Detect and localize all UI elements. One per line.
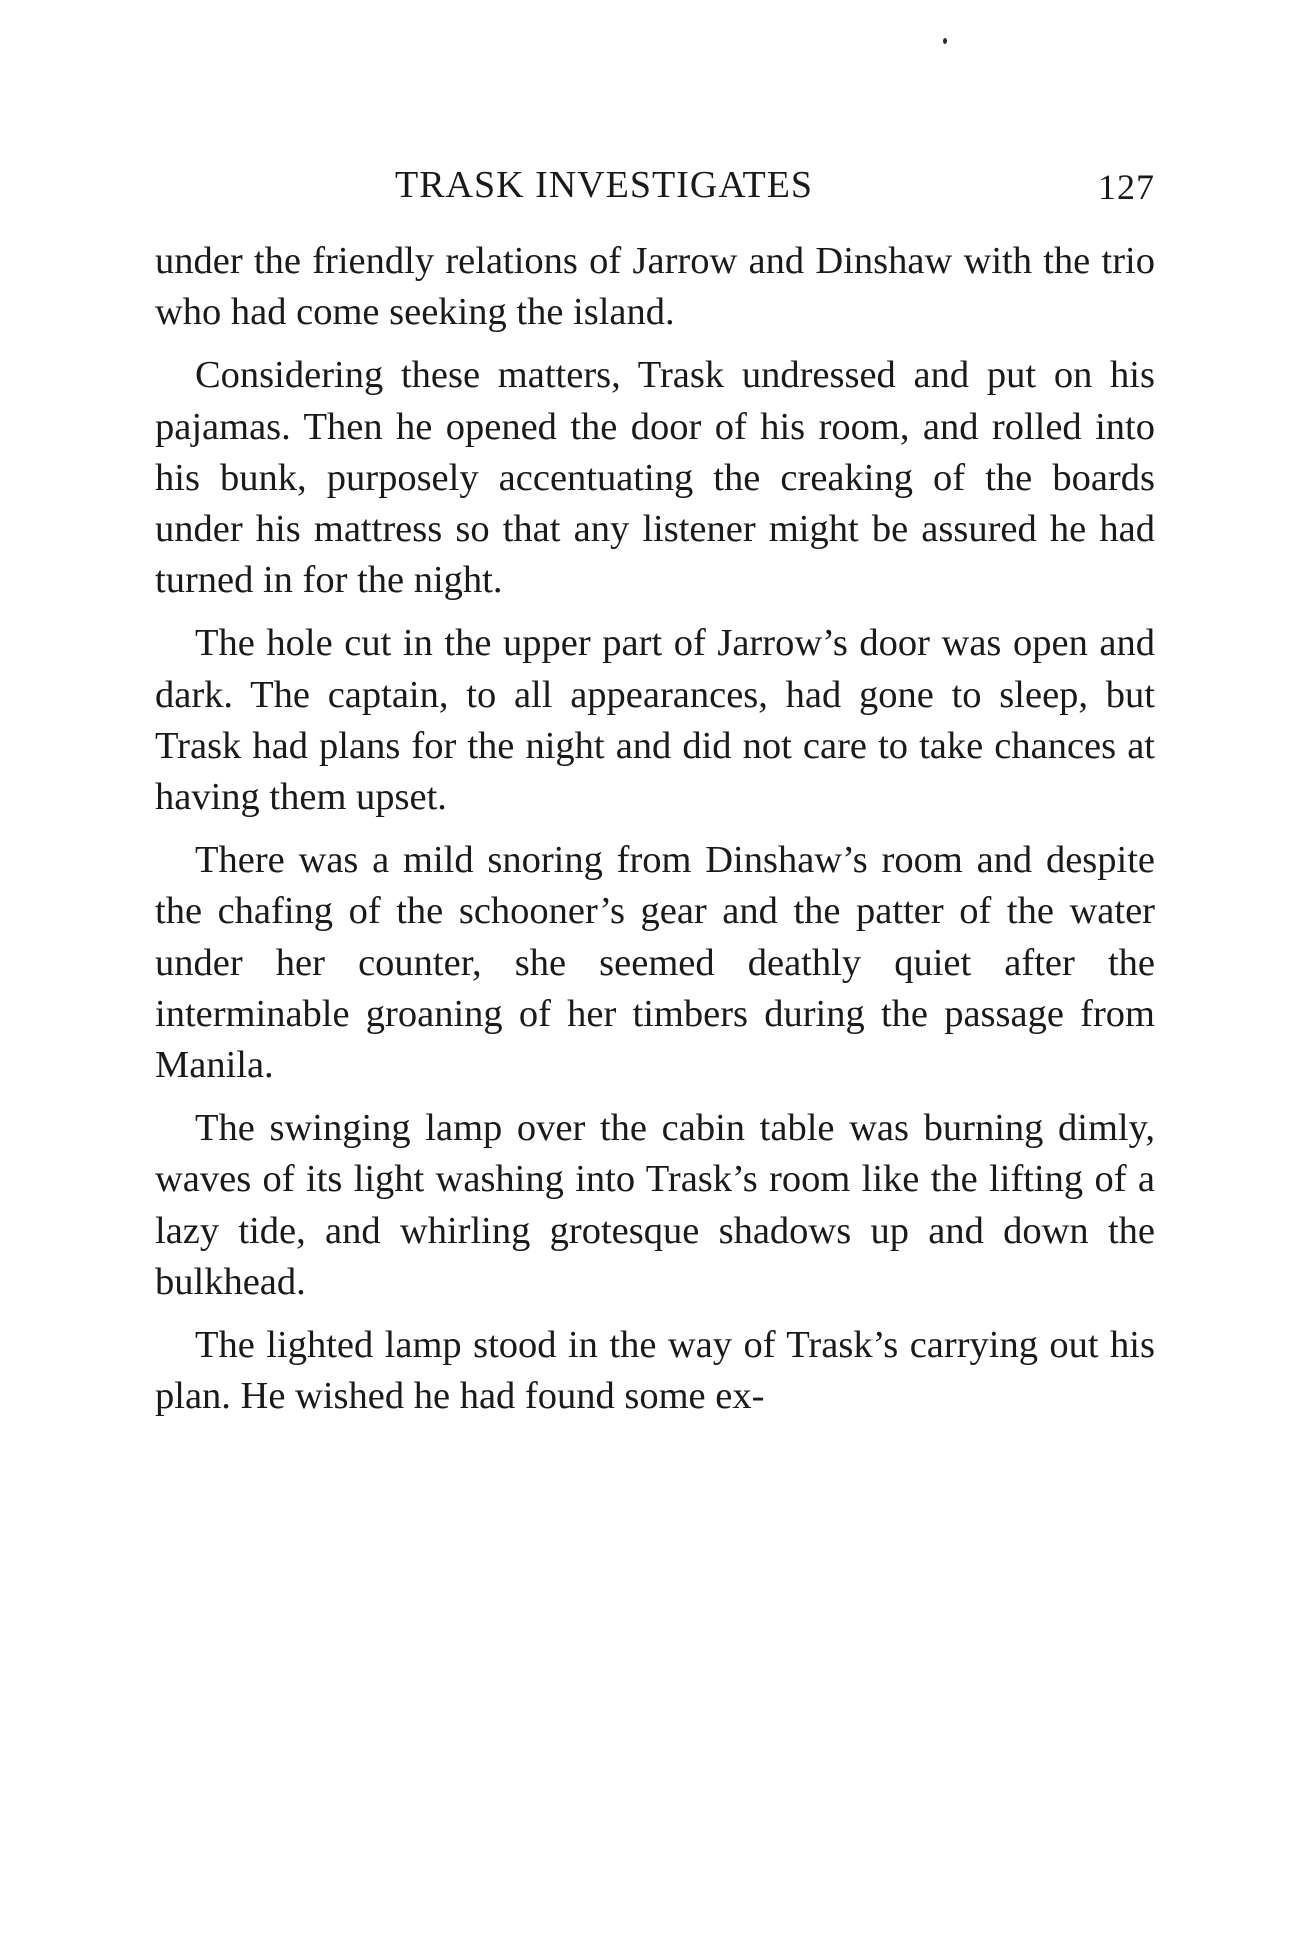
paragraph: There was a mild snoring from Dinshaw’s room and despite the chafing of the schooner’s gear and the patter of the water under her counter, she seemed deathly quiet after the interminable groaning of her timbers during the passage from Manila. (155, 839, 1155, 1087)
paragraph: The swinging lamp over the cabin table was burning dimly, waves of its light washing into Trask’s room like the lifting of a lazy tide, and whirling grotesque shadows up and down the bulkhead. (155, 1107, 1155, 1303)
paragraph-continues: The lighted lamp stood in the way of Trask’s carrying out his plan. He wished he had found some ex- (155, 1324, 1155, 1418)
page-header (155, 160, 1155, 210)
paragraph: The hole cut in the upper part of Jarrow’s door was open and dark. The captain, to all appearances, had gone to sleep, but Trask had plans for the night and did not care to take chances at having them upset. (155, 622, 1155, 819)
body-text (155, 236, 1155, 1434)
paragraph: Considering these matters, Trask undressed and put on his pajamas. Then he opened the door of his room, and rolled into his bunk, purposely accentuating the creaking of the boards under his mattress so that any listener might be assured he had turned in for the night. (155, 354, 1155, 602)
running-head: TRASK INVESTIGATES (395, 164, 814, 206)
page-number: 127 (1098, 167, 1155, 207)
paragraph-continued: under the friendly relations of Jarrow and Dinshaw with the trio who had come seeking the island. (155, 240, 1155, 334)
print-speck (943, 38, 947, 44)
